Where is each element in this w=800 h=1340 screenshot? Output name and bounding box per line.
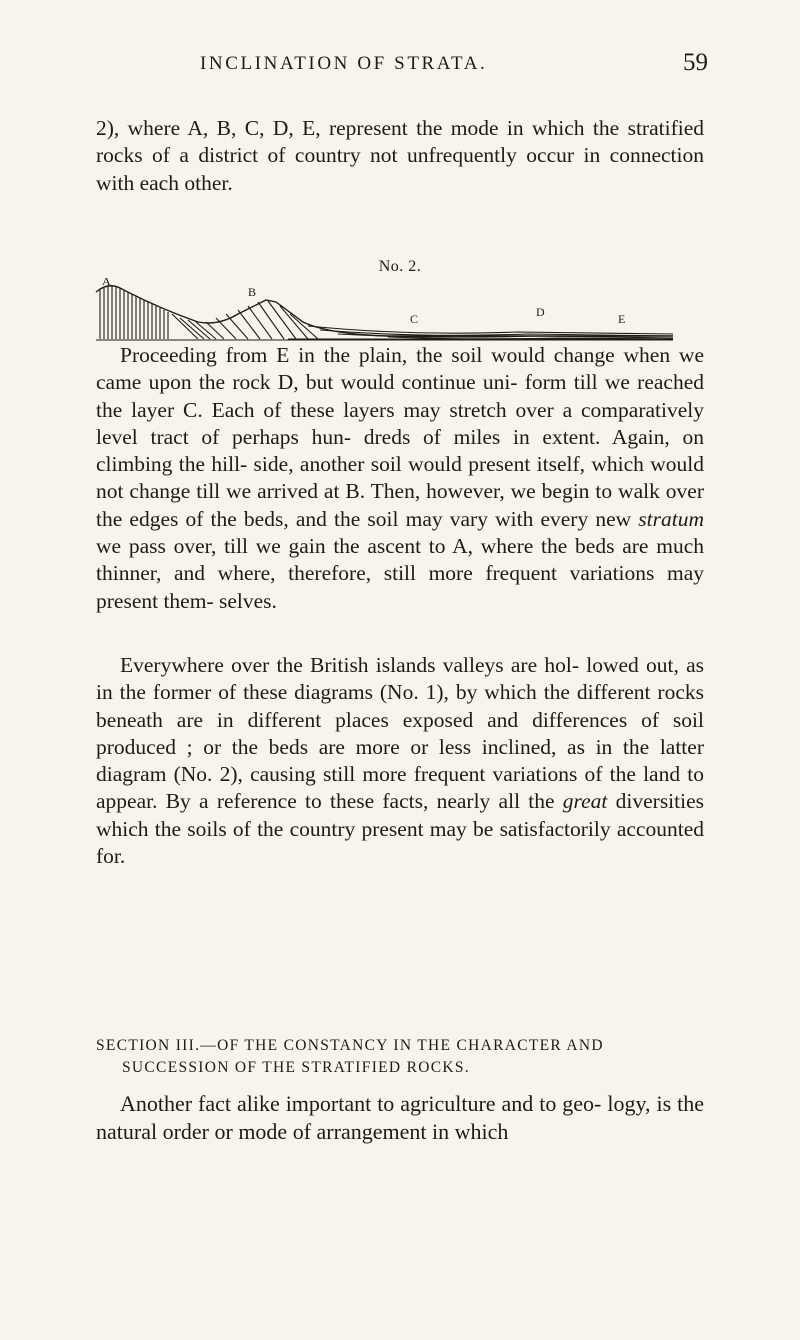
paragraph-proceeding: Proceeding from E in the plain, the soil would change when we came upon the rock D, but would continue uni- form till we reached the layer C. Each of these layers may stretch over a comparatively level tract of perhaps hun- dreds of miles in extent. Again, on climbing the hill- side, another soil would present itself, which would not change till we arrived at B. Then, however, we begin to walk over the edges of the beds, and the soil may vary with every new stratum we pass over, till we gain the ascent to A, where the beds are much thinner, and where, therefore, still more frequent variations may present them- selves. [96, 343, 705, 613]
label-a: A [102, 278, 111, 288]
italic-stratum: stratum [638, 506, 705, 531]
bed-c-d-e-lines [96, 326, 673, 340]
italic-great: great [562, 789, 608, 814]
page-number: 59 [683, 49, 708, 76]
paragraph-everywhere: Everywhere over the British islands valleys are hol- lowed out, as in the former of these diagrams (No. 1), by which the different rocks beneath are in different places exposed and differences of soil produced ; or the beds are more or less inclined, as in the latter diagram (No. 2), causing still more frequent variations of the land to appear. By a reference to these facts, nearly all the great diversities which the soils of the country present may be satisfactorily accounted for. [96, 653, 705, 869]
figure-label: No. 2. [378, 258, 422, 275]
label-d: D [536, 305, 545, 319]
bed-a-hatching [100, 286, 168, 339]
paragraph-another-fact: Another fact alike important to agriculture and to geo- logy, is the natural order or mode of arrangement in which [96, 1091, 704, 1144]
label-c: C [410, 312, 419, 326]
section-heading-line-1: SECTION III.—OF THE CONSTANCY IN THE CHARACTER AND [96, 1037, 604, 1054]
section-heading [96, 1035, 704, 1079]
strata-diagram [88, 278, 678, 342]
page-header [0, 49, 800, 93]
label-b: B [248, 285, 257, 299]
label-e: E [618, 312, 626, 326]
section-heading-line-2: SUCCESSION OF THE STRATIFIED ROCKS. [122, 1059, 470, 1076]
paragraph-intro: 2), where A, B, C, D, E, represent the mode in which the stratified rocks of a district of country not unfrequently occur in connection with each other. [96, 116, 704, 195]
running-title: INCLINATION OF STRATA. [200, 53, 488, 74]
